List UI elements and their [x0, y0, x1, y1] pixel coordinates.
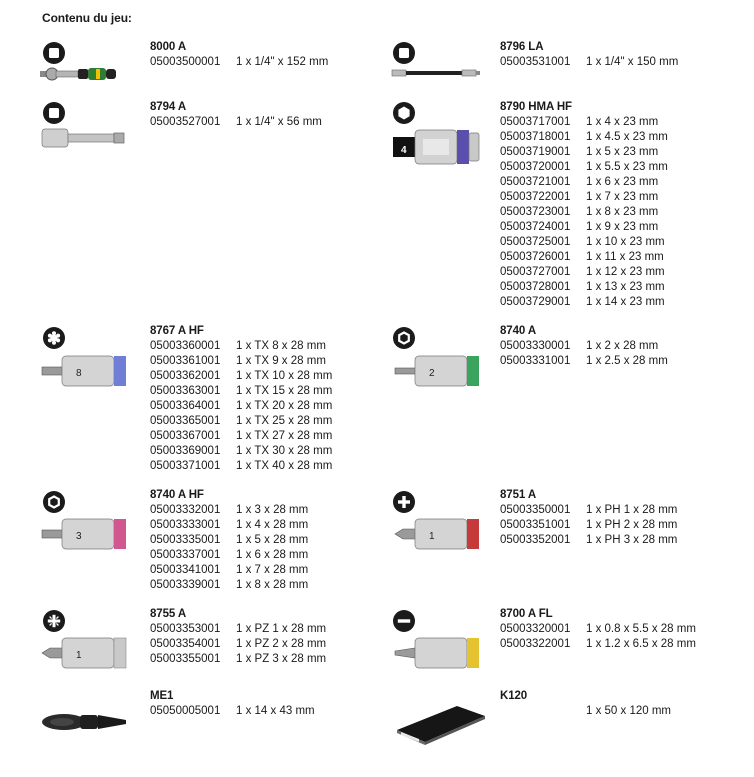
item-list-8740ahf — [150, 503, 308, 593]
article-size: 1 x 1/4" x 56 mm — [236, 116, 322, 128]
article-code: 05003333001 — [150, 519, 221, 531]
article-code: 05003365001 — [150, 415, 221, 427]
article-code: 05003350001 — [500, 504, 571, 516]
article-size: 1 x 0.8 x 5.5 x 28 mm — [586, 623, 696, 635]
item-list-8796la — [500, 55, 678, 70]
article-size: 1 x TX 40 x 28 mm — [236, 460, 333, 472]
article-code: 05003337001 — [150, 549, 221, 561]
list-item — [500, 250, 668, 265]
article-size: 1 x 1/4" x 150 mm — [586, 56, 679, 68]
model-me1: ME1 — [150, 690, 174, 702]
article-size: 1 x 5.5 x 23 mm — [586, 161, 668, 173]
article-size: 1 x PH 1 x 28 mm — [586, 504, 678, 516]
article-size: 1 x 6 x 23 mm — [586, 176, 659, 188]
article-code: 05003364001 — [150, 400, 221, 412]
list-item — [500, 220, 668, 235]
model-8751a: 8751 A — [500, 489, 537, 501]
list-item — [500, 145, 668, 160]
article-size: 1 x 11 x 23 mm — [586, 251, 664, 263]
list-item — [500, 295, 668, 310]
list-item — [150, 55, 328, 70]
article-size: 1 x 1.2 x 6.5 x 28 mm — [586, 638, 696, 650]
article-size: 1 x 9 x 23 mm — [586, 221, 659, 233]
list-item — [150, 533, 308, 548]
article-code: 05003721001 — [500, 176, 571, 188]
pozidriv-bit-socket-image — [40, 634, 130, 672]
article-code: 05003353001 — [150, 623, 221, 635]
article-size: 1 x 14 x 23 mm — [586, 296, 665, 308]
model-8794a: 8794 A — [150, 101, 187, 113]
item-list-8740a — [500, 339, 668, 369]
article-size: 1 x 4 x 28 mm — [236, 519, 309, 531]
slotted-bit-socket-image — [393, 634, 483, 672]
article-code: 05003335001 — [150, 534, 221, 546]
article-size: 1 x TX 15 x 28 mm — [236, 385, 333, 397]
list-item — [500, 622, 696, 637]
list-item — [150, 444, 332, 459]
model-8740a: 8740 A — [500, 325, 537, 337]
article-size: 1 x TX 9 x 28 mm — [236, 355, 326, 367]
article-size: 1 x 6 x 28 mm — [236, 549, 309, 561]
svg-text:4: 4 — [401, 145, 407, 156]
article-size: 1 x TX 10 x 28 mm — [236, 370, 333, 382]
article-code: 05003727001 — [500, 266, 571, 278]
article-code: 05003352001 — [500, 534, 571, 546]
model-8767ahf: 8767 A HF — [150, 325, 204, 337]
model-8000a: 8000 A — [150, 41, 187, 53]
article-size: 1 x TX 30 x 28 mm — [236, 445, 333, 457]
article-size: 1 x 7 x 28 mm — [236, 564, 309, 576]
article-code: 05003718001 — [500, 131, 571, 143]
model-8755a: 8755 A — [150, 608, 187, 620]
article-size: 1 x TX 25 x 28 mm — [236, 415, 333, 427]
article-size: 1 x 7 x 23 mm — [586, 191, 659, 203]
item-list-8790hmahf — [500, 115, 668, 310]
article-size: 1 x 5 x 23 mm — [586, 146, 659, 158]
article-code: 05003719001 — [500, 146, 571, 158]
item-list-8767ahf — [150, 339, 332, 474]
svg-text:2: 2 — [429, 368, 435, 379]
square-drive-icon — [393, 42, 415, 64]
list-item — [500, 190, 668, 205]
article-size: 1 x PZ 2 x 28 mm — [236, 638, 327, 650]
hexagon-socket-icon — [393, 102, 415, 124]
item-list-8000a — [150, 55, 328, 70]
list-item — [150, 115, 322, 130]
list-item — [500, 175, 668, 190]
article-size: 1 x 50 x 120 mm — [586, 705, 672, 717]
article-size: 1 x 4 x 23 mm — [586, 116, 659, 128]
list-item — [500, 265, 668, 280]
list-item — [150, 563, 308, 578]
article-size: 1 x 5 x 28 mm — [236, 534, 309, 546]
svg-text:8: 8 — [76, 368, 82, 379]
article-size: 1 x 13 x 23 mm — [586, 281, 665, 293]
list-item — [150, 414, 332, 429]
article-size: 1 x 4.5 x 23 mm — [586, 131, 668, 143]
article-code: 05003355001 — [150, 653, 221, 665]
article-code — [500, 704, 586, 719]
article-code: 05003723001 — [500, 206, 571, 218]
list-item — [150, 354, 332, 369]
article-code: 05003341001 — [150, 564, 221, 576]
article-size: 1 x PZ 1 x 28 mm — [236, 623, 327, 635]
article-code: 05003527001 — [150, 116, 221, 128]
list-item — [500, 160, 668, 175]
item-list-8755a — [150, 622, 326, 667]
article-size: 1 x PH 3 x 28 mm — [586, 534, 678, 546]
page-heading: Contenu du jeu: — [42, 11, 132, 25]
article-size: 1 x 2.5 x 28 mm — [586, 355, 668, 367]
article-size: 1 x PZ 3 x 28 mm — [236, 653, 327, 665]
list-item — [500, 354, 668, 369]
list-item — [150, 622, 326, 637]
phillips-bit-socket-image — [393, 515, 483, 553]
bit-holder-handle-image — [40, 704, 128, 740]
article-code: 05003322001 — [500, 638, 571, 650]
article-code: 05003351001 — [500, 519, 571, 531]
item-list-8700afl — [500, 622, 696, 652]
ratchet-image — [38, 64, 118, 84]
svg-text:3: 3 — [76, 531, 82, 542]
list-item — [500, 205, 668, 220]
article-size: 1 x TX 20 x 28 mm — [236, 400, 333, 412]
list-item — [500, 518, 677, 533]
slotted-icon — [393, 610, 415, 632]
hex-bit-socket-image — [40, 515, 130, 553]
article-code: 05003724001 — [500, 221, 571, 233]
list-item — [150, 518, 308, 533]
article-size: 1 x 2 x 28 mm — [586, 340, 659, 352]
pozidriv-icon — [43, 610, 65, 632]
article-size: 1 x TX 27 x 28 mm — [236, 430, 333, 442]
item-list-k120 — [500, 704, 671, 719]
article-code: 05003726001 — [500, 251, 571, 263]
list-item — [500, 130, 668, 145]
model-k120: K120 — [500, 690, 528, 702]
list-item — [500, 704, 671, 719]
article-size: 1 x 14 x 43 mm — [236, 705, 315, 717]
hex-bit-socket-small-image — [393, 352, 483, 390]
list-item — [150, 369, 332, 384]
long-extension-image — [390, 66, 482, 80]
list-item — [150, 503, 308, 518]
hex-socket-image — [393, 127, 483, 167]
list-item — [150, 704, 315, 719]
article-code: 05003320001 — [500, 623, 571, 635]
square-drive-icon — [43, 42, 65, 64]
article-code: 05003725001 — [500, 236, 571, 248]
list-item — [500, 235, 668, 250]
svg-text:1: 1 — [76, 650, 82, 661]
svg-text:1: 1 — [429, 531, 435, 542]
square-drive-icon — [43, 102, 65, 124]
article-size: 1 x 8 x 23 mm — [586, 206, 659, 218]
article-size: 1 x 8 x 28 mm — [236, 579, 309, 591]
list-item — [150, 429, 332, 444]
model-8790hmahf: 8790 HMA HF — [500, 101, 572, 113]
list-item — [500, 339, 668, 354]
article-code: 05003371001 — [150, 460, 221, 472]
list-item — [500, 637, 696, 652]
article-code: 05003729001 — [500, 296, 571, 308]
article-code: 05003330001 — [500, 340, 571, 352]
article-code: 05003361001 — [150, 355, 221, 367]
article-code: 05003332001 — [150, 504, 221, 516]
item-list-me1 — [150, 704, 315, 719]
list-item — [150, 652, 326, 667]
article-code: 05003363001 — [150, 385, 221, 397]
hex-bit-icon — [43, 491, 65, 513]
article-size: 1 x 1/4" x 152 mm — [236, 56, 329, 68]
article-code: 05003531001 — [500, 56, 571, 68]
list-item — [500, 115, 668, 130]
article-code: 05050005001 — [150, 705, 221, 717]
list-item — [150, 339, 332, 354]
list-item — [150, 399, 332, 414]
list-item — [150, 459, 332, 474]
list-item — [500, 55, 678, 70]
list-item — [500, 503, 677, 518]
article-code: 05003717001 — [500, 116, 571, 128]
model-8796la: 8796 LA — [500, 41, 544, 53]
torx-icon — [43, 327, 65, 349]
list-item — [500, 280, 668, 295]
article-size: 1 x PH 2 x 28 mm — [586, 519, 678, 531]
item-list-8794a — [150, 115, 322, 130]
list-item — [150, 548, 308, 563]
article-code: 05003722001 — [500, 191, 571, 203]
article-code: 05003360001 — [150, 340, 221, 352]
model-8700afl: 8700 A FL — [500, 608, 553, 620]
short-extension-image — [40, 127, 126, 149]
article-code: 05003369001 — [150, 445, 221, 457]
model-8740ahf: 8740 A HF — [150, 489, 204, 501]
article-code: 05003339001 — [150, 579, 221, 591]
list-item — [500, 533, 677, 548]
list-item — [150, 384, 332, 399]
article-code: 05003362001 — [150, 370, 221, 382]
article-size: 1 x 3 x 28 mm — [236, 504, 309, 516]
article-code: 05003500001 — [150, 56, 221, 68]
hex-bit-icon — [393, 327, 415, 349]
article-size: 1 x TX 8 x 28 mm — [236, 340, 326, 352]
list-item — [150, 637, 326, 652]
velcro-strip-image — [393, 702, 489, 746]
phillips-icon — [393, 491, 415, 513]
article-code: 05003331001 — [500, 355, 571, 367]
article-size: 1 x 10 x 23 mm — [586, 236, 665, 248]
article-code: 05003720001 — [500, 161, 571, 173]
article-code: 05003728001 — [500, 281, 571, 293]
article-code: 05003354001 — [150, 638, 221, 650]
article-code: 05003367001 — [150, 430, 221, 442]
list-item — [150, 578, 308, 593]
article-size: 1 x 12 x 23 mm — [586, 266, 665, 278]
torx-bit-socket-image — [40, 352, 130, 390]
item-list-8751a — [500, 503, 677, 548]
